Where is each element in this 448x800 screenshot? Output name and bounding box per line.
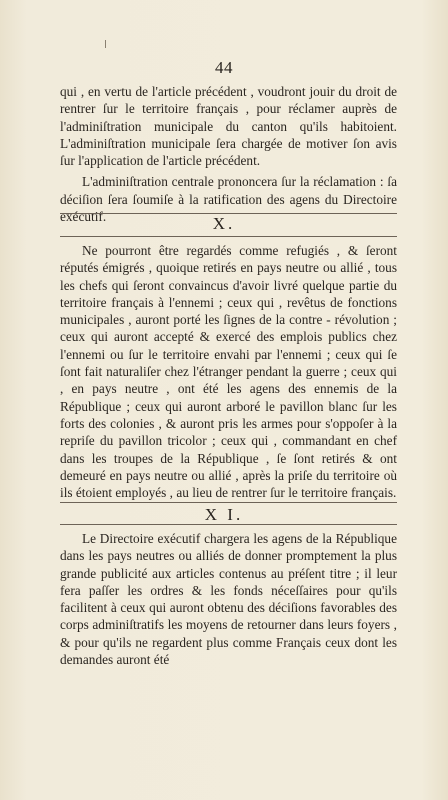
article-continuation	[60, 83, 397, 225]
paragraph-2: L'adminiſtration centrale prononcera ſur la réclamation : ſa déciſion ſera ſoumiſe à la ratification des agens du Directoire exécutif.	[60, 174, 397, 225]
paragraph-4: Le Directoire exécutif chargera les agens de la République dans les pays neutres ou alliés de donner promptement la plus grande publicité aux articles contenus au préſent titre ; il leur fera paſſer les ordres & les fonds néceſſaires pour qu'ils facilitent à ceux qui auront obtenu des déciſions favorables des corps adminiſtratifs les moyens de retourner dans leurs foyers , & pour qu'ils ne regardent plus comme Français ceux dont les demandes auront été	[60, 531, 397, 668]
page-number: 44	[215, 58, 233, 77]
article-xi	[60, 530, 397, 668]
section-rule-bottom	[60, 236, 397, 237]
article-heading-x: X.	[212, 214, 236, 233]
paragraph-1: qui , en vertu de l'article précédent , voudront jouir du droit de rentrer ſur le territoire français , pour réclamer auprès de l'adminiſtration municipale du canton qu'ils habitoient. L'adminiſtration municipale ſera chargée de motiver ſon avis ſur l'application de l'article précédent.	[60, 84, 397, 169]
paragraph-3: Ne pourront être regardés comme refugiés , & ſeront réputés émigrés , quoique retirés en pays neutre ou allié , tous les chefs qui ſeront convaincus d'avoir livré quelque partie du territoire français à l'ennemi ; ceux qui , revêtus de fonctions municipales , auront porté les ſignes de la contre - révolution ; ceux qui auront accepté & exercé des emplois publics chez l'ennemi ou ſur le territoire envahi par l'ennemi ; ceux qui ſe ſont fait naturaliſer chez l'étranger pendant la guerre ; ceux qui , en pays neutre , ont été les agens des ennemis de la République ; ceux qui auront arboré le pavillon blanc ſur les forts des colonies , & auront pris les armes pour s'oppoſer à la repriſe du pavillon tricolor ; ceux qui , commandant en chef dans les troupes de la République , ſe ſont retirés & ont demeuré en pays neutre ou allié , après la priſe du territoire où ils étoient employés , au lieu de rentrer ſur le territoire français.	[60, 243, 397, 501]
article-x	[60, 242, 397, 501]
margin-mark	[105, 40, 106, 48]
section-rule-xi-top	[60, 502, 397, 503]
section-rule-xi-bottom	[60, 524, 397, 525]
article-heading-xi: X I.	[204, 505, 244, 524]
